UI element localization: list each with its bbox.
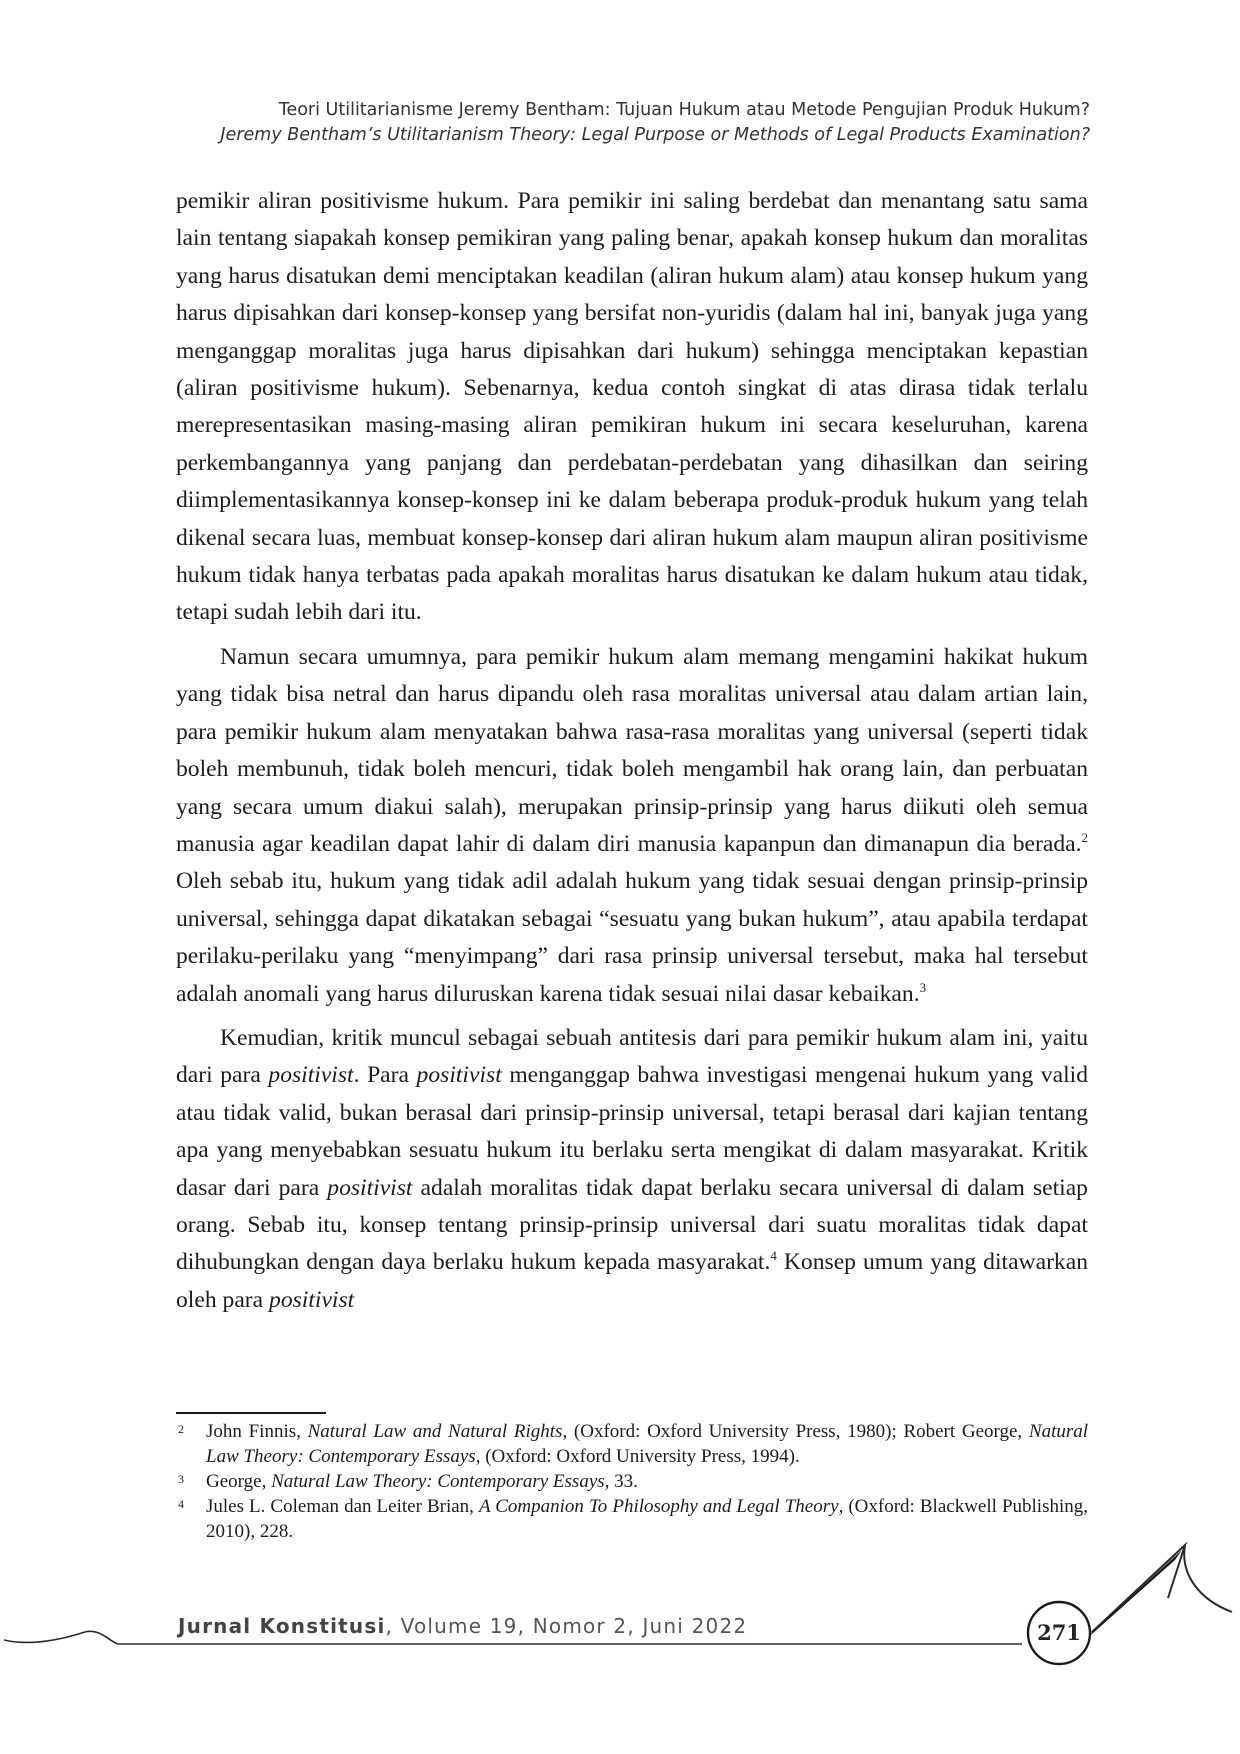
paragraph-3: Kemudian, kritik muncul sebagai sebuah antitesis dari para pemikir hukum alam ini, yaitu dari para positivist. Para positivist menganggap bahwa investigasi mengenai hukum yang valid atau tidak valid, bukan berasal dari prinsip-prinsip universal, tetapi berasal dari kajian tentang apa yang menyebabkan sesuatu hukum itu berlaku serta mengikat di dalam masyarakat. Kritik dasar dari para positivist adalah moralitas tidak dapat berlaku secara universal di dalam setiap orang. Sebab itu, konsep tentang prinsip-prinsip universal dari suatu moralitas tidak dapat dihubungkan dengan daya berlaku hukum kepada masyarakat.$^4$ Konsep umum yang ditawarkan oleh para positivist	[176, 1024, 1088, 1313]
footnote-number: 4	[178, 1497, 184, 1511]
journal-name: Jurnal Konstitusi	[178, 1614, 386, 1638]
footnote-3: 3 George, Natural Law Theory: Contemporary Essays, 33.	[176, 1469, 1088, 1494]
footnote-4: 4 Jules L. Coleman dan Leiter Brian, A Companion To Philosophy and Legal Theory, (Oxford: Blackwell Publishing, 2010), 228.	[176, 1494, 1088, 1544]
footer-journal-citation	[178, 1614, 747, 1638]
paragraph-1: pemikir aliran positivisme hukum. Para pemikir ini saling berdebat dan menantang satu sama lain tentang siapakah konsep pemikiran yang paling benar, apakah konsep hukum dan moralitas yang harus disatukan demi menciptakan keadilan (aliran hukum alam) atau konsep hukum yang harus dipisahkan dari konsep-konsep yang bersifat non-yuridis (dalam hal ini, banyak juga yang menganggap moralitas juga harus dipisahkan dari hukum) sehingga menciptakan kepastian (aliran positivisme hukum). Sebenarnya, kedua contoh singkat di atas dirasa tidak terlalu merepresentasikan masing-masing aliran pemikiran hukum ini secara keseluruhan, karena perkembangannya yang panjang dan perdebatan-perdebatan yang dihasilkan dan seiring diimplementasikannya konsep-konsep ini ke dalam beberapa produk-produk hukum yang telah dikenal secara luas, membuat konsep-konsep dari aliran hukum alam maupun aliran positivisme hukum tidak hanya terbatas pada apakah moralitas harus disatukan ke dalam hukum atau tidak, tetapi sudah lebih dari itu.	[176, 188, 1088, 626]
footnote-2: 2 John Finnis, Natural Law and Natural Rights, (Oxford: Oxford University Press, 1980); Robert George, Natural Law Theory: Contemporary Essays, (Oxford: Oxford University Press, 1994).	[176, 1419, 1088, 1469]
footnote-number: 3	[178, 1472, 184, 1486]
paragraph-2: Namun secara umumnya, para pemikir hukum alam memang mengamini hakikat hukum yang tidak bisa netral dan harus dipandu oleh rasa moralitas universal atau dalam artian lain, para pemikir hukum alam menyatakan bahwa rasa-rasa moralitas yang universal (seperti tidak boleh membunuh, tidak boleh mencuri, tidak boleh mengambil hak orang lain, dan perbuatan yang secara umum diakui salah), merupakan prinsip-prinsip yang harus diikuti oleh semua manusia agar keadilan dapat lahir di dalam diri manusia kapanpun dan dimanapun dia berada.$^2$ Oleh sebab itu, hukum yang tidak adil adalah hukum yang tidak sesuai dengan prinsip-prinsip universal, sehingga dapat dikatakan sebagai “sesuatu yang bukan hukum”, atau apabila terdapat perilaku-perilaku yang “menyimpang” dari rasa prinsip universal tersebut, maka hal tersebut adalah anomali yang harus diluruskan karena tidak sesuai nilai dasar kebaikan.$^3$	[176, 643, 1088, 1007]
footnote-ref-2[interactable]: 2	[1081, 830, 1088, 846]
footnote-ref-3[interactable]: 3	[919, 979, 927, 995]
footer-quill-icon	[1092, 1545, 1232, 1632]
page-number: 271	[1037, 1620, 1081, 1645]
footnote-ref-4[interactable]: 4	[770, 1248, 777, 1264]
journal-issue: , Volume 19, Nomor 2, Juni 2022	[385, 1614, 748, 1638]
header-title-indonesian: Teori Utilitarianisme Jeremy Bentham: Tujuan Hukum atau Metode Pengujian Produk Hukum?	[278, 100, 1090, 120]
footnote-number: 2	[178, 1422, 184, 1436]
header-title-english: Jeremy Bentham’s Utilitarianism Theory: Legal Purpose or Methods of Legal Products Examination?	[220, 125, 1090, 145]
